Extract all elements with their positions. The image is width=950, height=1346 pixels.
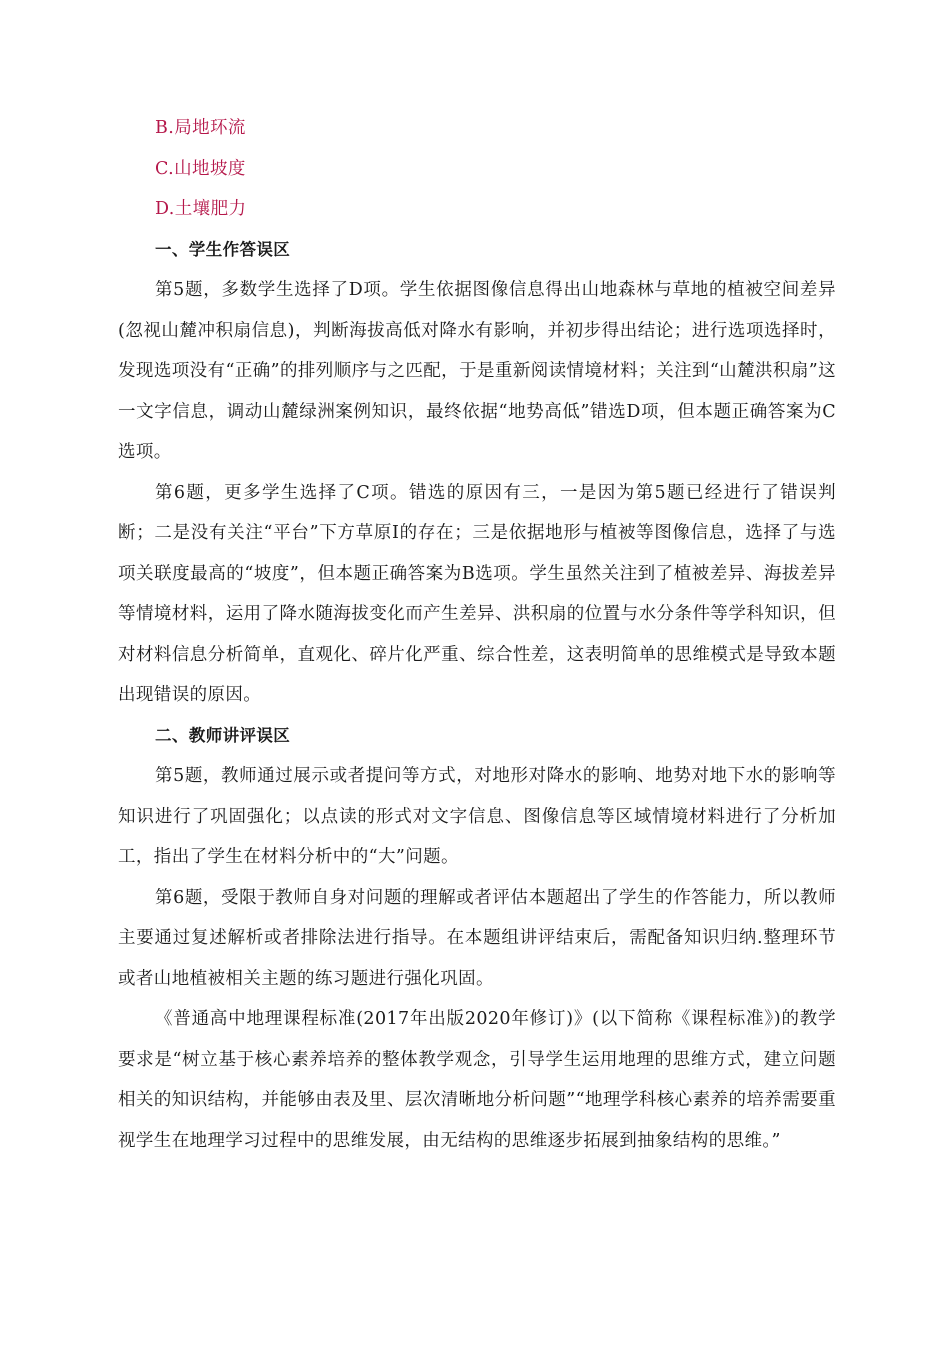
option-letter: B.: [155, 118, 175, 138]
section-heading-student-errors: 一、学生作答误区: [155, 239, 291, 259]
document-page: [118, 108, 836, 1161]
option-letter: D.: [155, 199, 175, 219]
option-c: [118, 149, 836, 190]
option-b: [118, 108, 836, 149]
option-text: 局地环流: [174, 118, 246, 138]
paragraph-q5-student: 第5题，多数学生选择了D项。学生依据图像信息得出山地森林与草地的植被空间差异(忽视山麓冲积扇信息)，判断海拔高低对降水有影响，并初步得出结论；进行选项选择时，发现选项没有“正确”的排列顺序与之匹配，于是重新阅读情境材料；关注到“山麓洪积扇”这一文字信息，调动山麓绿洲案例知识，最终依据“地势高低”错选D项，但本题正确答案为C选项。: [118, 280, 836, 462]
option-text: 土壤肥力: [174, 199, 247, 219]
paragraph-q5-teacher: 第5题，教师通过展示或者提问等方式，对地形对降水的影响、地势对地下水的影响等知识进行了巩固强化；以点读的形式对文字信息、图像信息等区域情境材料进行了分析加工，指出了学生在材料分析中的“大”问题。: [118, 766, 836, 867]
paragraph-q6-teacher: 第6题，受限于教师自身对问题的理解或者评估本题超出了学生的作答能力，所以教师主要通过复述解析或者排除法进行指导。在本题组讲评结束后，需配备知识归纳.整理环节或者山地植被相关主题的练习题进行强化巩固。: [118, 887, 836, 989]
option-text: 山地坡度: [174, 158, 246, 179]
paragraph-curriculum-standard: 《普通高中地理课程标准(2017年出版2020年修订)》(以下简称《课程标准》)的教学要求是“树立基于核心素养培养的整体教学观念，引导学生运用地理的思维方式，建立问题相关的知识结构，并能够由表及里、层次清晰地分析问题”“地理学科核心素养的培养需要重视学生在地理学习过程中的思维发展，由无结构的思维逐步拓展到抽象结构的思维。”: [118, 1009, 836, 1151]
option-letter: C.: [155, 158, 175, 179]
paragraph-q6-student: 第6题，更多学生选择了C项。错选的原因有三，一是因为第5题已经进行了错误判断；二是没有关注“平台”下方草原I的存在；三是依据地形与植被等图像信息，选择了与选项关联度最高的“坡度”，但本题正确答案为B选项。学生虽然关注到了植被差异、海拔差异等情境材料，运用了降水随海拔变化而产生差异、洪积扇的位置与水分条件等学科知识，但对材料信息分析简单，直观化、碎片化严重、综合性差，这表明简单的思维模式是导致本题出现错误的原因。: [118, 482, 836, 705]
option-d: [118, 189, 836, 230]
section-heading-teacher-errors: 二、教师讲评误区: [155, 725, 291, 745]
